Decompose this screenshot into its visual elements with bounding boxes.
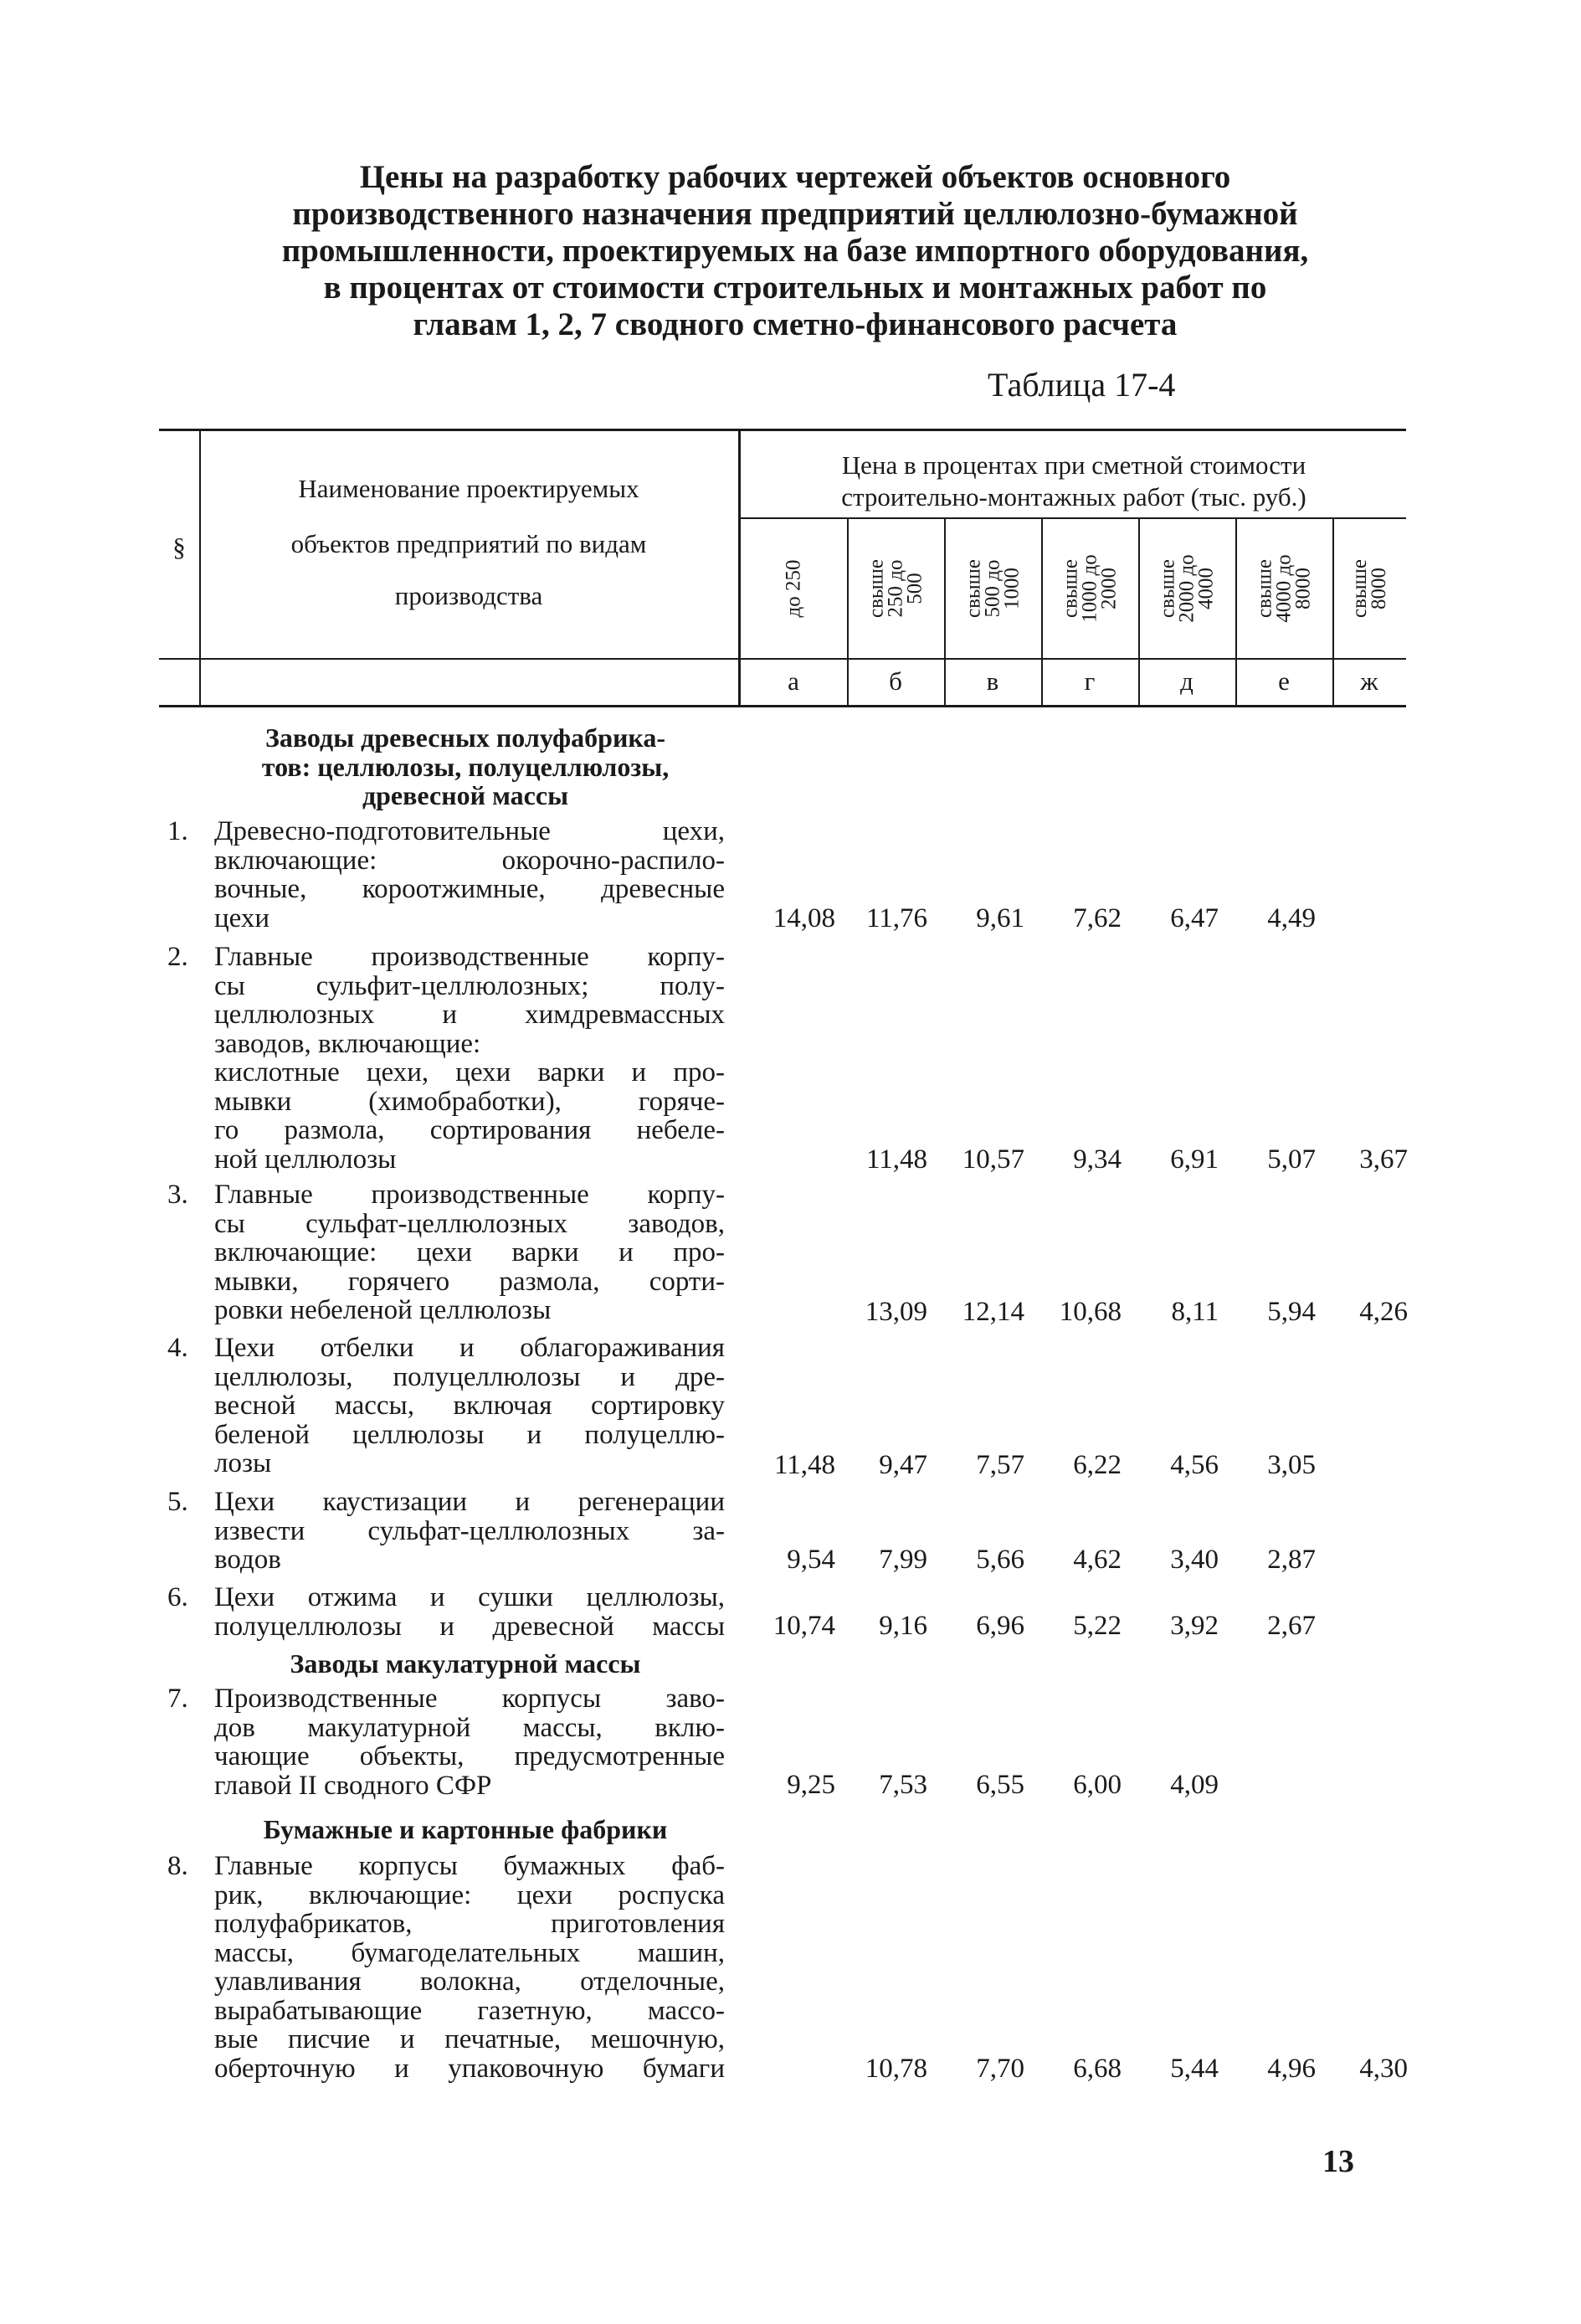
price-header-rule [740,517,1406,519]
row-description: Главные корпусы бумажных фаб- рик, включающие: цехи роспуска полуфабрикатов, приготовления массы, бумагоделательных машин, улавливания волокна, отделочные, вырабатывающие газетную, массо- вые писчие и печатные, мешочную, оберточную и упаковочную бумаги [214,1851,725,2084]
column-rule [1235,517,1237,707]
letters-bottom-rule [159,705,1406,707]
value-cell: 5,07 [1267,1144,1316,1175]
value-cell: 10,57 [962,1144,1024,1175]
row-description: Производственные корпусы заво- дов макулатурной массы, вклю- чающие объекты, предусмотренные главой II сводного СФР [214,1684,725,1801]
value-cell: 3,92 [1170,1611,1219,1641]
value-cell: 7,62 [1073,903,1122,933]
section-sign: § [172,532,186,562]
column-rule [944,517,946,707]
document-title [159,159,1431,343]
column-rule [1138,517,1140,707]
value-cell: 8,11 [1171,1297,1219,1327]
value-cell: 4,56 [1170,1450,1219,1480]
column-letter: г [1084,666,1096,696]
value-cell: 14,08 [773,903,835,933]
row-index: 7. [167,1684,188,1714]
value-cell: 6,68 [1073,2054,1122,2084]
column-letter: б [889,666,902,696]
value-cell: 3,40 [1170,1545,1219,1575]
table-top-rule [159,429,1406,431]
value-cell: 4,09 [1170,1770,1219,1800]
column-letter: а [788,666,799,696]
title-line: главам 1, 2, 7 сводного сметно-финансового расчета [413,306,1178,342]
column-rule [199,429,201,707]
name-header-line: Наименование проектируемых [298,474,639,503]
row-description: Древесно-подготовительные цехи, включающие: окорочно-распило- вочные, короотжимные, древесные цехи [214,816,725,933]
value-cell: 9,54 [787,1545,835,1575]
row-index: 1. [167,816,188,846]
value-cell: 11,48 [773,1450,835,1480]
value-cell: 9,47 [879,1450,927,1480]
value-cell: 9,34 [1073,1144,1122,1175]
value-cell: 9,16 [879,1611,927,1641]
column-rule [1332,517,1334,707]
value-cell: 7,70 [976,2054,1024,2084]
column-letter: в [986,666,999,696]
row-description: Цехи каустизации и регенерации извести сульфат-целлюлозных за- водов [214,1487,725,1575]
value-cell: 10,74 [773,1611,835,1641]
name-header-line: производства [394,581,543,610]
value-cell: 10,78 [865,2054,927,2084]
value-cell: 3,05 [1267,1450,1316,1480]
value-cell: 9,61 [976,903,1024,933]
row-index: 8. [167,1851,188,1881]
header-bottom-rule [159,658,1406,660]
column-rule [738,429,741,707]
value-cell: 10,68 [1059,1297,1122,1327]
value-cell: 12,14 [962,1297,1024,1327]
group-heading: Заводы макулатурной массы [290,1648,641,1679]
page-number: 13 [1322,2144,1354,2179]
value-cell: 2,87 [1267,1545,1316,1575]
row-index: 5. [167,1487,188,1517]
value-cell: 3,67 [1359,1144,1408,1175]
title-line: в процентах от стоимости строительных и монтажных работ по [323,270,1267,306]
title-line: производственного назначения предприятий целлюлозно-бумажной [292,196,1298,232]
row-index: 3. [167,1180,188,1210]
value-cell: 6,96 [976,1611,1024,1641]
row-description: Цехи отжима и сушки целлюлозы, полуцеллюлозы и древесной массы [214,1582,725,1642]
value-cell: 11,48 [865,1144,927,1175]
value-cell: 5,94 [1267,1297,1316,1327]
value-cell: 5,22 [1073,1611,1122,1641]
column-rule [1041,517,1043,707]
value-cell: 7,57 [976,1450,1024,1480]
name-header-line: объектов предприятий по видам [290,529,647,558]
row-index: 4. [167,1333,188,1363]
title-line: промышленности, проектируемых на базе импортного оборудования, [281,233,1309,269]
value-cell: 5,66 [976,1545,1024,1575]
column-rule [847,517,849,707]
value-cell: 7,99 [879,1545,927,1575]
value-cell: 4,30 [1359,2054,1408,2084]
row-index: 6. [167,1582,188,1612]
price-header-line: Цена в процентах при сметной стоимости [841,450,1306,480]
value-cell: 4,96 [1267,2054,1316,2084]
value-cell: 13,09 [865,1297,927,1327]
row-index: 2. [167,942,188,972]
title-line: Цены на разработку рабочих чертежей объектов основного [359,159,1231,195]
row-description: Главные производственные корпу- сы сульфит-целлюлозных; полу- целлюлозных и химдревмассных заводов, включающие: кислотные цехи, цехи варки и про- мывки (химобработки), горяче- го размола, сортирования небеле- ной целлюлозы [214,942,725,1175]
value-cell: 4,49 [1267,903,1316,933]
value-cell: 5,44 [1170,2054,1219,2084]
price-header-line: строительно-монтажных работ (тыс. руб.) [841,482,1306,512]
group-heading: Бумажные и картонные фабрики [263,1814,668,1844]
value-cell: 2,67 [1267,1611,1316,1641]
value-cell: 6,22 [1073,1450,1122,1480]
row-description: Главные производственные корпу- сы сульфат-целлюлозных заводов, включающие: цехи варки и про- мывки, горячего размола, сорти- ровки небеленой целлюлозы [214,1180,725,1325]
value-cell: 9,25 [787,1770,835,1800]
value-cell: 11,76 [865,903,927,933]
value-cell: 6,91 [1170,1144,1219,1175]
value-cell: 4,26 [1359,1297,1408,1327]
value-cell: 6,00 [1073,1770,1122,1800]
column-letter: ж [1360,666,1378,696]
value-cell: 7,53 [879,1770,927,1800]
row-description: Цехи отбелки и облагораживания целлюлозы, полуцеллюлозы и дре- весной массы, включая сортировку беленой целлюлозы и полуцеллю- лозы [214,1333,725,1478]
column-letter: д [1180,666,1193,696]
value-cell: 6,55 [976,1770,1024,1800]
value-cell: 6,47 [1170,903,1219,933]
column-letter: е [1278,666,1290,696]
value-cell: 4,62 [1073,1545,1122,1575]
group-heading: Заводы древесных полуфабрика- тов: целлюлозы, полуцеллюлозы, древесной массы [261,722,670,810]
table-number-label: Таблица 17-4 [988,366,1176,404]
